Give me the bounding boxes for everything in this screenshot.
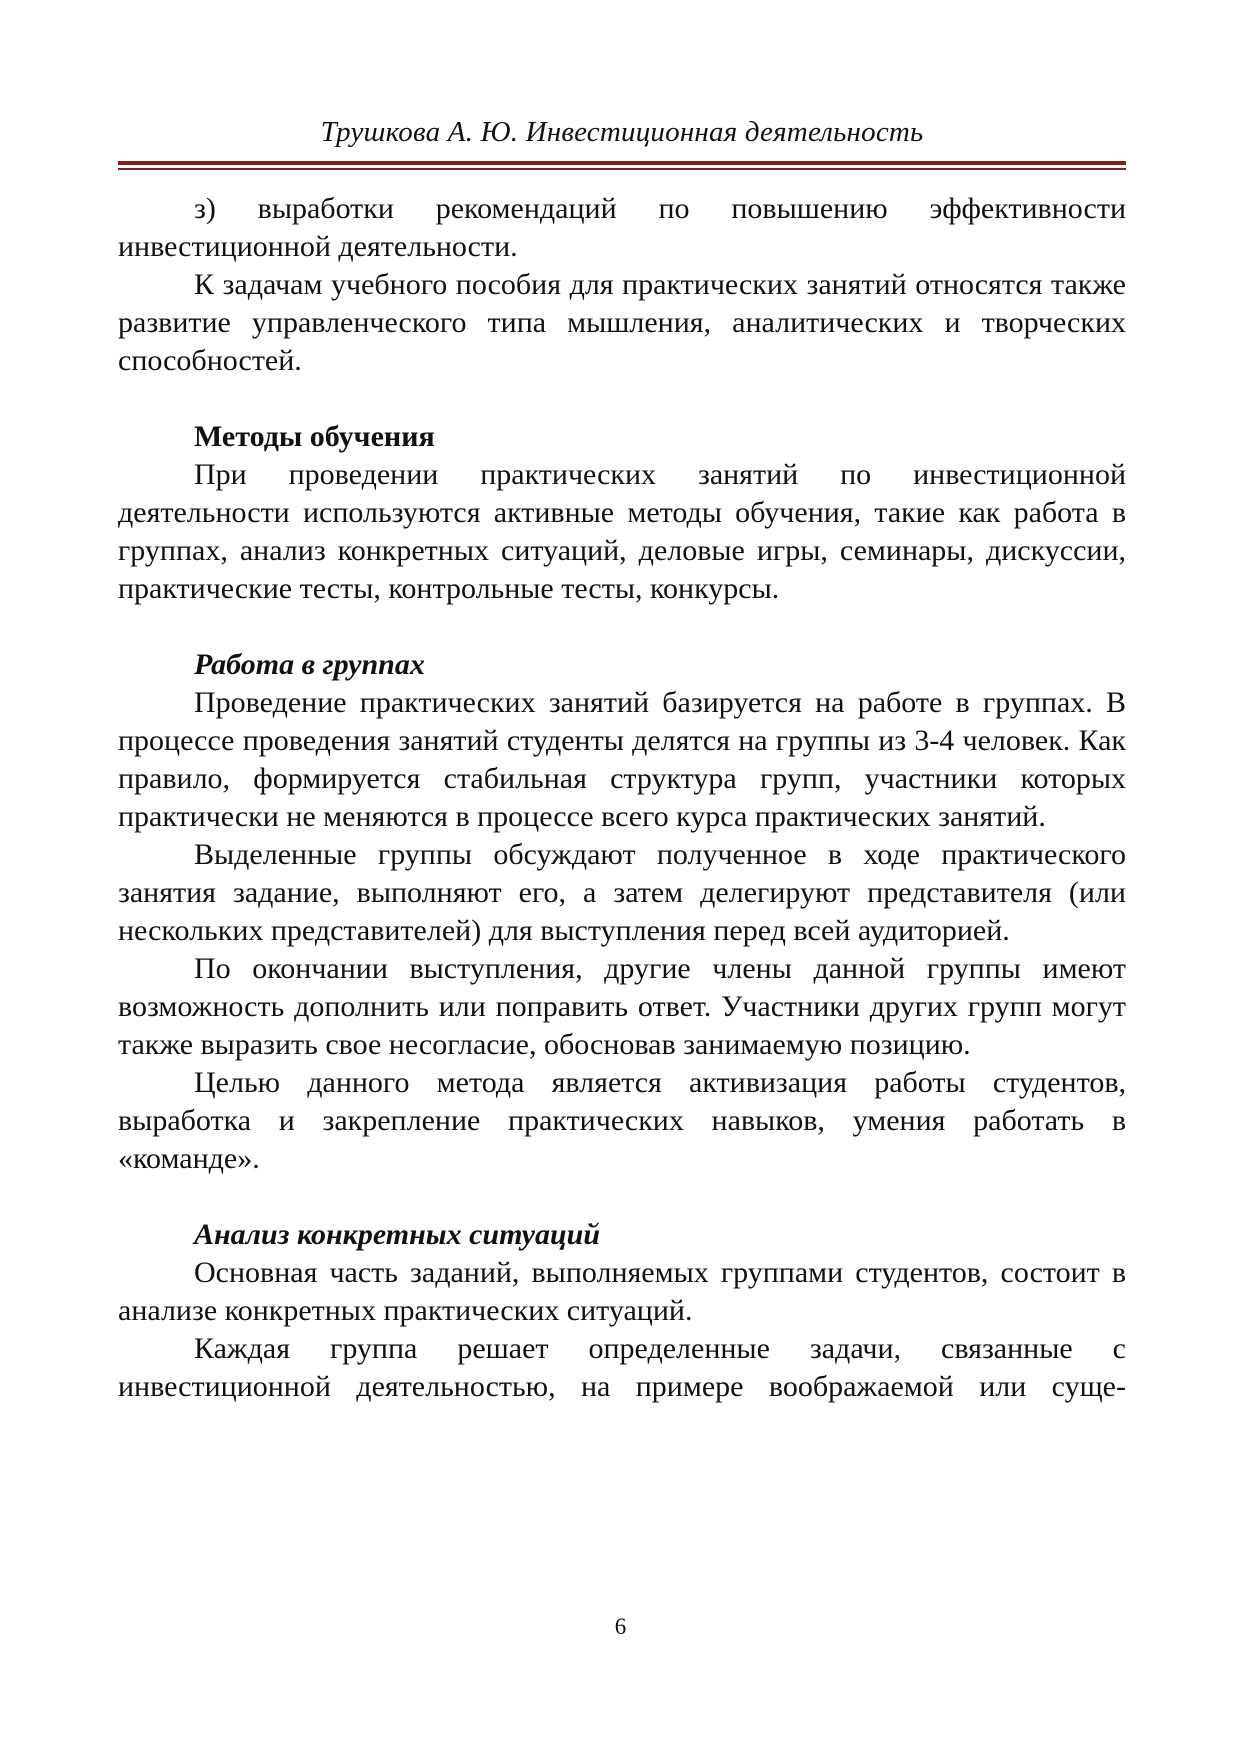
header-rule-thin — [118, 168, 1126, 170]
header-rule-thick — [118, 161, 1126, 165]
paragraph: Каждая группа решает определенные задачи, связанные с инвестиционной деятельностью, на примере воображаемой или суще- — [118, 1332, 1126, 1403]
paragraph: Проведение практических занятий базируется на работе в группах. В процессе проведения занятий студенты делятся на группы из 3-4 человек. Как правило, формируется стабильная структура групп, участники которых практически не меняются в процессе всего курса практических занятий. — [118, 686, 1126, 833]
paragraph: К задачам учебного пособия для практических занятий относятся также развитие управленческого типа мышления, аналитических и творческих способностей. — [118, 268, 1126, 377]
subsection-heading: Работа в группах — [194, 648, 425, 681]
paragraph: Основная часть заданий, выполняемых группами студентов, состоит в анализе конкретных практических ситуаций. — [118, 1256, 1126, 1327]
paragraph: Выделенные группы обсуждают полученное в ходе практического занятия задание, выполняют его, а затем делегируют представителя (или нескольких представителей) для выступления перед всей аудиторией. — [118, 838, 1126, 947]
subsection-heading: Анализ конкретных ситуаций — [194, 1218, 601, 1251]
paragraph: Целью данного метода является активизация работы студентов, выработка и закрепление практических навыков, умения работать в «команде». — [118, 1066, 1126, 1175]
paragraph: При проведении практических занятий по инвестиционной деятельности используются активные методы обучения, такие как работа в группах, анализ конкретных ситуаций, деловые игры, семинары, дискуссии, практические тесты, контрольные тесты, конкурсы. — [118, 458, 1126, 605]
paragraph: з) выработки рекомендаций по повышению эффективности инвестиционной деятельности. — [118, 192, 1126, 263]
running-header: Трушкова А. Ю. Инвестиционная деятельность — [320, 116, 924, 148]
paragraph: По окончании выступления, другие члены данной группы имеют возможность дополнить или поправить ответ. Участники других групп могут также выразить свое несогласие, обосновав занимаемую позицию. — [118, 952, 1126, 1061]
body-text — [118, 190, 1126, 1406]
page-number: 6 — [614, 1614, 627, 1639]
section-heading: Методы обучения — [194, 420, 435, 453]
